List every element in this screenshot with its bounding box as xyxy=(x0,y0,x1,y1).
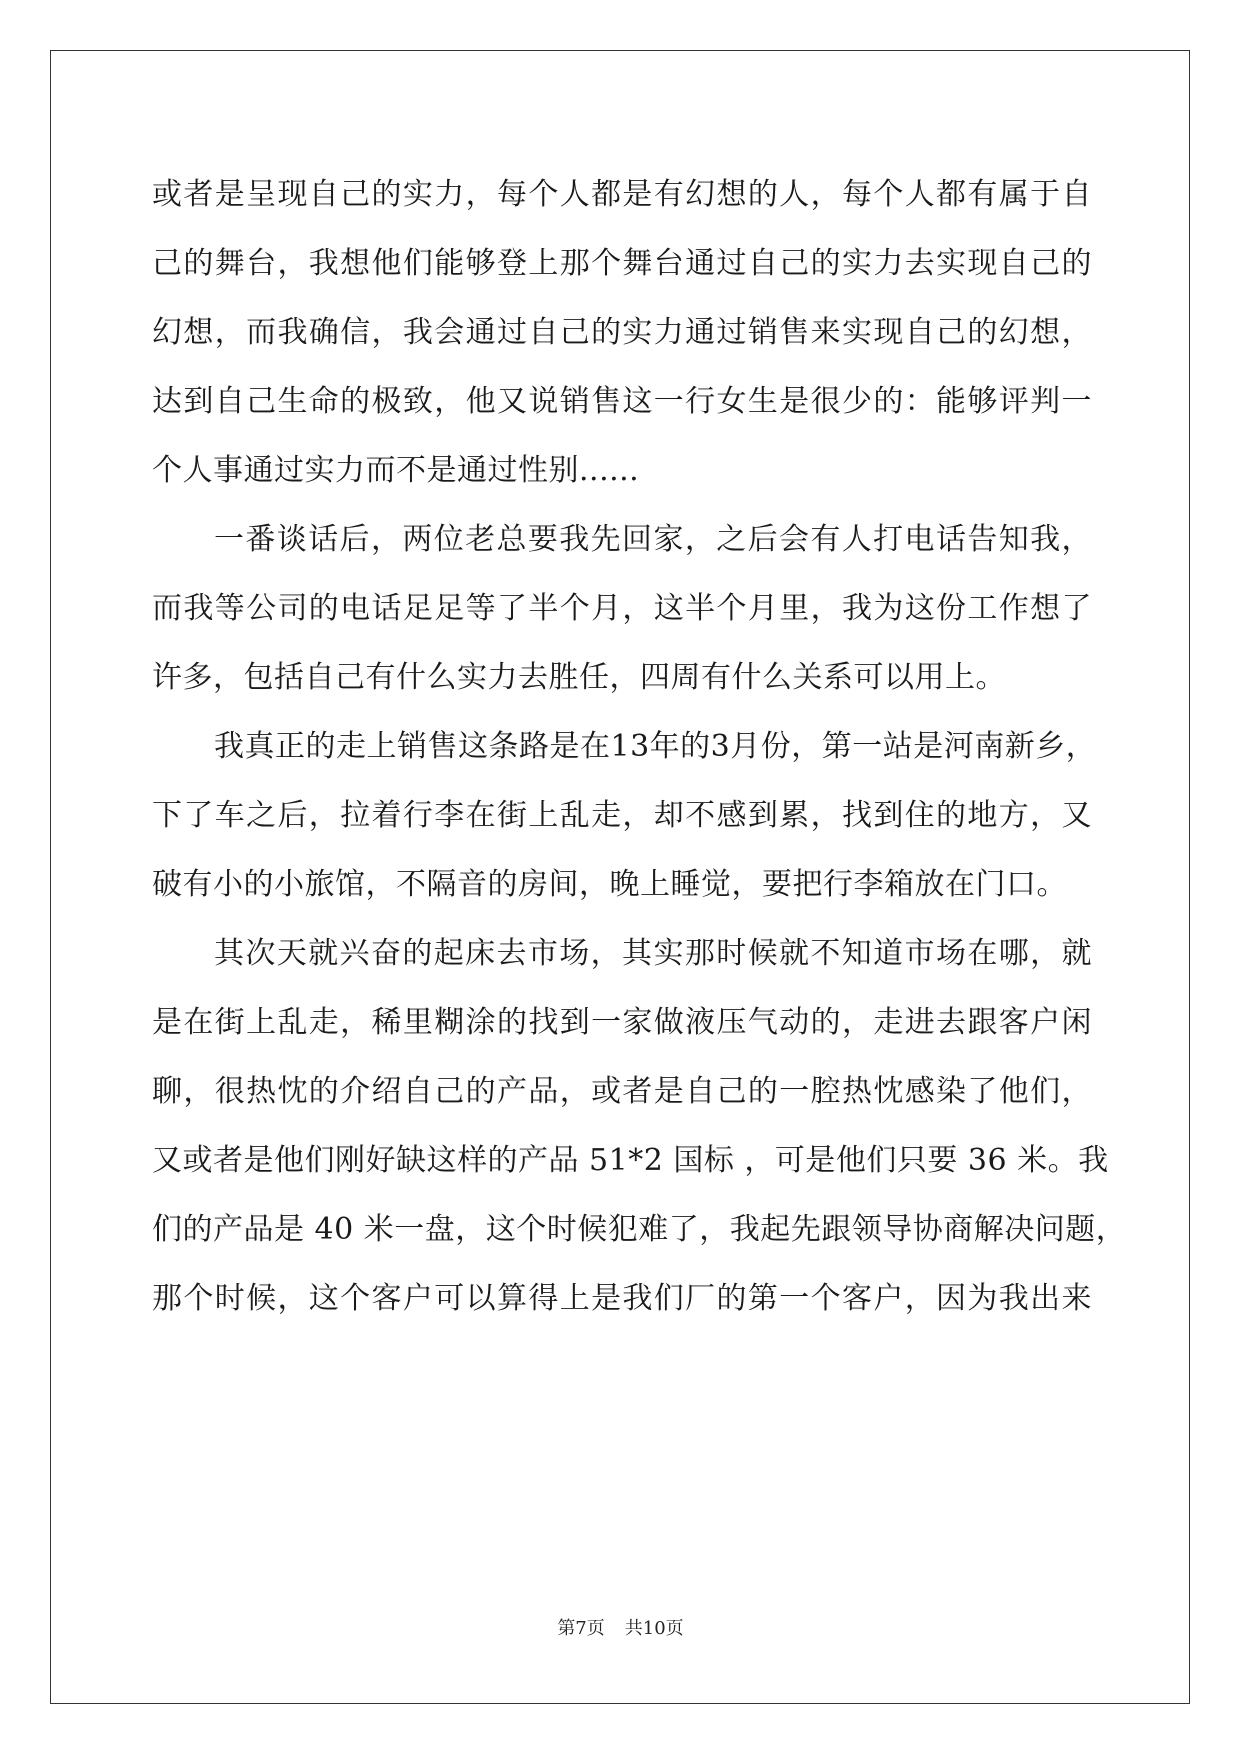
text-line: 破有小的小旅馆，不隔音的房间，晚上睡觉，要把行李箱放在门口。 xyxy=(152,867,1067,902)
text-line: 们的产品是 40 米一盘，这个时候犯难了，我起先跟领导协商解决问题， xyxy=(152,1212,1127,1247)
text-line: 其次天就兴奋的起床去市场，其实那时候就不知道市场在哪，就 xyxy=(214,936,1092,971)
text-line: 个人事通过实力而不是通过性别...... xyxy=(152,453,640,488)
text-line: 达到自己生命的极致，他又说销售这一行女生是很少的：能够评判一 xyxy=(152,384,1092,419)
text-line: 幻想，而我确信，我会通过自己的实力通过销售来实现自己的幻想， xyxy=(152,315,1092,350)
text-line: 我真正的走上销售这条路是在13年的3月份，第一站是河南新乡， xyxy=(214,729,1097,764)
document-body xyxy=(152,160,1127,1333)
text-line: 聊，很热忱的介绍自己的产品，或者是自己的一腔热忱感染了他们， xyxy=(152,1074,1092,1109)
text-line: 是在街上乱走，稀里糊涂的找到一家做液压气动的，走进去跟客户闲 xyxy=(152,1005,1092,1040)
text-line: 许多，包括自己有什么实力去胜任，四周有什么关系可以用上。 xyxy=(152,660,1006,695)
text-line: 又或者是他们刚好缺这样的产品 51*2 国标 ，可是他们只要 36 米。我 xyxy=(152,1143,1109,1178)
text-line: 下了车之后，拉着行李在街上乱走，却不感到累，找到住的地方，又 xyxy=(152,798,1092,833)
text-line: 己的舞台，我想他们能够登上那个舞台通过自己的实力去实现自己的 xyxy=(152,246,1092,281)
text-line: 或者是呈现自己的实力，每个人都是有幻想的人，每个人都有属于自 xyxy=(152,177,1092,212)
text-line: 那个时候，这个客户可以算得上是我们厂的第一个客户，因为我出来 xyxy=(152,1281,1092,1316)
page-number: 第7页 xyxy=(557,1618,605,1639)
page-footer xyxy=(0,1614,1241,1640)
text-line: 一番谈话后，两位老总要我先回家，之后会有人打电话告知我， xyxy=(214,522,1092,557)
total-pages: 共10页 xyxy=(624,1618,684,1639)
text-line: 而我等公司的电话足足等了半个月，这半个月里，我为这份工作想了 xyxy=(152,591,1092,626)
